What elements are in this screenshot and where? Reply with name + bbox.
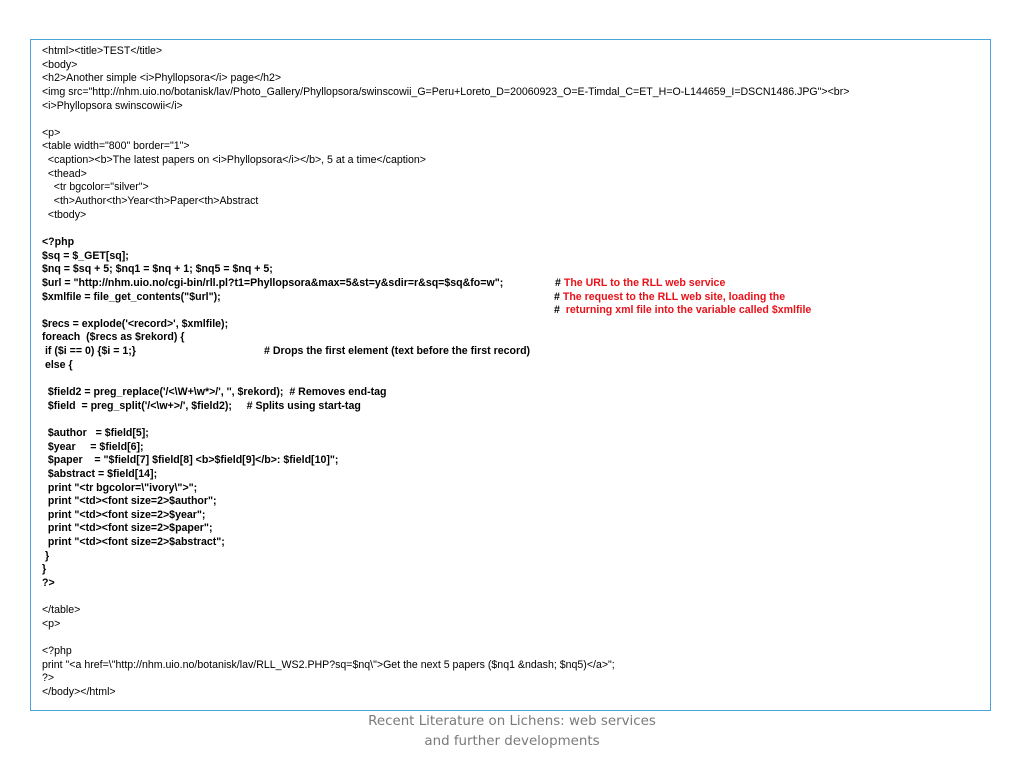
code-line <box>42 672 982 686</box>
code-line <box>42 522 982 536</box>
code-line-text: </table> <box>42 604 81 617</box>
comment-returning <box>554 304 811 318</box>
code-line-text: $field2 = preg_replace('/<\W+\w*>/', '', $rekord); # Removes end-tag <box>42 386 387 399</box>
code-line-text: <img src="http://nhm.uio.no/botanisk/lav/Photo_Gallery/Phyllopsora/swinscowii_G=Peru+Loreto_D=20060923_O=E-Timdal_C=ET_H=O-L144659_I=DSCN1486.JPG"><br> <box>42 85 850 98</box>
code-line <box>42 181 982 195</box>
code-line-text: print "<a href=\"http://nhm.uio.no/botanisk/lav/RLL_WS2.PHP?sq=$nq\">Get the next 5 papers ($nq1 &ndash; $nq5)</a>"; <box>42 658 615 671</box>
code-line-text: <caption><b>The latest papers on <i>Phyllopsora</i></b>, 5 at a time</caption> <box>42 154 426 167</box>
comment-hash: # <box>554 290 563 303</box>
code-line-text: $author = $field[5]; <box>42 426 149 439</box>
code-line <box>42 318 982 332</box>
code-line <box>42 632 982 646</box>
code-line-text: <tbody> <box>42 208 87 221</box>
code-line <box>42 468 982 482</box>
code-listing-frame <box>30 39 991 711</box>
code-line <box>42 127 982 141</box>
code-line-text: $field = preg_split('/<\w+>/', $field2); # Splits using start-tag <box>42 399 361 412</box>
code-line <box>42 563 982 577</box>
code-line-text: } <box>42 549 50 562</box>
code-line-text: print "<td><font size=2>$abstract"; <box>42 536 225 549</box>
code-line <box>42 482 982 496</box>
code-line <box>42 209 982 223</box>
code-line <box>42 386 982 400</box>
code-line <box>42 686 982 700</box>
footer-title-line-1: Recent Literature on Lichens: web services <box>368 714 656 729</box>
code-line <box>42 72 982 86</box>
code-line-text: <h2>Another simple <i>Phyllopsora</i> page</h2> <box>42 72 282 85</box>
code-line <box>42 100 982 114</box>
comment-text: The request to the RLL web site, loading the <box>562 290 786 303</box>
code-line <box>42 441 982 455</box>
code-line-text: <th>Author<th>Year<th>Paper<th>Abstract <box>42 195 259 208</box>
code-line <box>42 140 982 154</box>
code-line-text: <p> <box>42 126 61 139</box>
code-line-text: <thead> <box>42 167 87 180</box>
code-line <box>42 277 982 291</box>
code-line <box>42 400 982 414</box>
code-line <box>42 495 982 509</box>
code-line-text: <i>Phyllopsora swinscowii</i> <box>42 99 183 112</box>
code-line <box>42 591 982 605</box>
code-line-text: else { <box>42 358 73 371</box>
code-line <box>42 59 982 73</box>
code-line <box>42 413 982 427</box>
code-line <box>42 454 982 468</box>
footer-title-line-2: and further developments <box>424 734 600 749</box>
code-line-text: $recs = explode('<record>', $xmlfile); <box>42 317 229 330</box>
comment-request <box>554 291 785 305</box>
code-line <box>42 645 982 659</box>
code-line <box>42 536 982 550</box>
comment-hash: # <box>555 276 564 289</box>
code-line-text: ?> <box>42 576 55 589</box>
code-line-text: foreach ($recs as $rekord) { <box>42 331 185 344</box>
code-line-text: ?> <box>42 672 55 685</box>
code-line-text: $sq = $_GET[sq]; <box>42 249 129 262</box>
code-line-text: $nq = $sq + 5; $nq1 = $nq + 1; $nq5 = $nq + 5; <box>42 263 273 276</box>
code-line-text: print "<td><font size=2>$year"; <box>42 508 206 521</box>
code-line-text: if ($i == 0) {$i = 1;} <box>42 345 136 358</box>
code-line-text: $xmlfile = file_get_contents("$url"); <box>42 290 221 303</box>
code-line <box>42 250 982 264</box>
code-line-text: <tr bgcolor="silver"> <box>42 181 149 194</box>
code-line-text: <?php <box>42 235 75 248</box>
code-line <box>42 618 982 632</box>
code-line <box>42 154 982 168</box>
code-line <box>42 604 982 618</box>
comment-url <box>555 277 725 291</box>
code-line-text: print "<td><font size=2>$paper"; <box>42 522 213 535</box>
code-line-text: $year = $field[6]; <box>42 440 144 453</box>
code-line-text: </body></html> <box>42 686 116 699</box>
code-line <box>42 372 982 386</box>
code-line <box>42 345 982 359</box>
code-line <box>42 263 982 277</box>
code-line-text: $paper = "$field[7] $field[8] <b>$field[9]</b>: $field[10]"; <box>42 454 339 467</box>
slide-footer <box>0 712 1024 752</box>
code-line <box>42 427 982 441</box>
code-line-text: print "<td><font size=2>$author"; <box>42 495 217 508</box>
code-line <box>42 86 982 100</box>
code-line-text: <p> <box>42 617 61 630</box>
code-line <box>42 195 982 209</box>
comment-text: The URL to the RLL web service <box>563 276 726 289</box>
code-line <box>42 45 982 59</box>
code-line-text: } <box>42 563 47 576</box>
code-listing <box>42 45 982 700</box>
code-line <box>42 291 982 305</box>
code-line <box>42 222 982 236</box>
code-line-text: $url = "http://nhm.uio.no/cgi-bin/rll.pl?t1=Phyllopsora&max=5&st=y&sdir=r&sq=$sq&fo=w"; <box>42 276 504 289</box>
code-line <box>42 509 982 523</box>
comment-drops: # Drops the first element (text before the first record) <box>264 345 531 358</box>
code-line-text: <html><title>TEST</title> <box>42 45 163 57</box>
code-line <box>42 236 982 250</box>
code-line <box>42 550 982 564</box>
comment-text: returning xml file into the variable called $xmlfile <box>565 304 812 317</box>
code-line-text: print "<tr bgcolor=\"ivory\">"; <box>42 481 198 494</box>
code-line <box>42 168 982 182</box>
code-line <box>42 331 982 345</box>
code-line-text: $abstract = $field[14]; <box>42 467 158 480</box>
code-line <box>42 113 982 127</box>
code-line-text: <body> <box>42 58 78 71</box>
comment-hash: # <box>554 304 566 317</box>
code-line <box>42 577 982 591</box>
code-line <box>42 359 982 373</box>
code-line <box>42 304 982 318</box>
code-line-text: <?php <box>42 645 72 658</box>
code-line-text: <table width="800" border="1"> <box>42 140 190 153</box>
code-line <box>42 659 982 673</box>
